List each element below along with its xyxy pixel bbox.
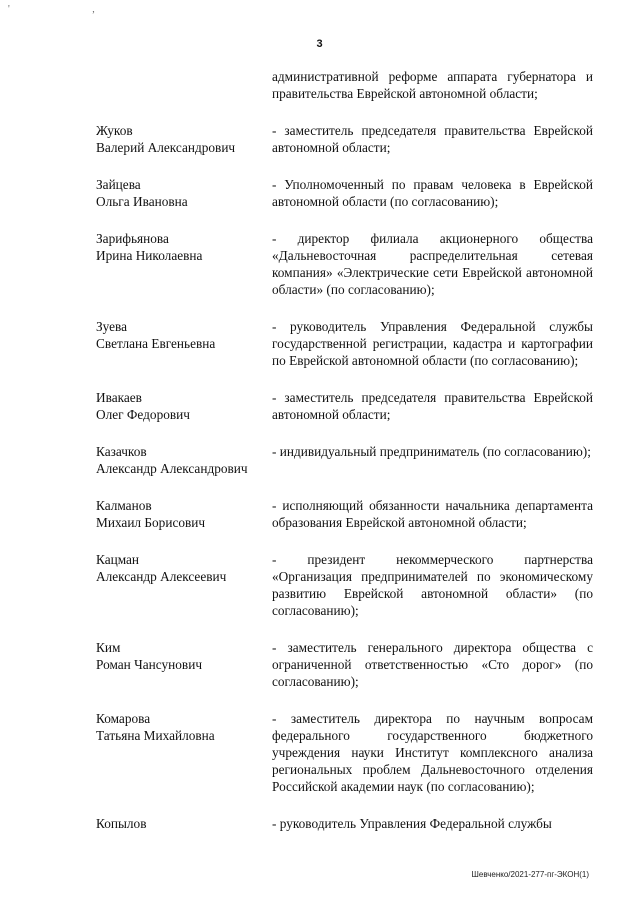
- member-given-names: Татьяна Михайловна: [96, 728, 215, 743]
- list-item: [96, 551, 593, 619]
- member-name: [96, 318, 272, 352]
- member-role: - заместитель директора по научным вопросам федерального государственного бюджетного учреждения науки Институт комплексного анализа региональных проблем Дальневосточного отделения Российской академии наук (по согласованию);: [272, 711, 593, 794]
- member-name: [96, 551, 272, 585]
- members-list: [96, 68, 593, 832]
- member-given-names: Олег Федорович: [96, 407, 190, 422]
- member-given-names: Михаил Борисович: [96, 515, 206, 530]
- member-surname: Зайцева: [96, 177, 141, 192]
- member-role: - директор филиала акционерного общества «Дальневосточная распределительная сетевая компания» «Электрические сети Еврейской автономной области» (по согласованию);: [272, 231, 593, 297]
- member-given-names: Ольга Ивановна: [96, 194, 188, 209]
- member-name: [96, 122, 272, 156]
- member-given-names: Александр Алексеевич: [96, 569, 227, 584]
- member-surname: Жуков: [96, 123, 133, 138]
- list-item: [96, 122, 593, 156]
- member-surname: Ким: [96, 640, 121, 655]
- member-surname: Калманов: [96, 498, 152, 513]
- footer-document-code: Шевченко/2021-277-пг-ЭКОН(1): [471, 870, 589, 879]
- member-surname: Копылов: [96, 816, 147, 831]
- member-name: [96, 815, 272, 832]
- member-given-names: Валерий Александрович: [96, 140, 236, 155]
- page-number: 3: [316, 38, 323, 50]
- member-role: - руководитель Управления Федеральной службы государственной регистрации, кадастра и картографии по Еврейской автономной области (по согласованию);: [272, 319, 593, 368]
- list-item: [96, 389, 593, 423]
- list-item: [96, 230, 593, 298]
- member-given-names: Роман Чансунович: [96, 657, 203, 672]
- member-role: - заместитель председателя правительства Еврейской автономной области;: [272, 123, 593, 155]
- member-name: [96, 497, 272, 531]
- member-name: [96, 639, 272, 673]
- member-given-names: Александр Александрович: [96, 461, 248, 476]
- member-name: [96, 230, 272, 264]
- member-role: - заместитель председателя правительства Еврейской автономной области;: [272, 390, 593, 422]
- scan-marks: ' ,: [8, 4, 135, 15]
- member-role: - Уполномоченный по правам человека в Еврейской автономной области (по согласованию);: [272, 177, 593, 209]
- member-role: - заместитель генерального директора общества с ограниченной ответственностью «Сто дорог» (по согласованию);: [272, 640, 593, 689]
- member-role: - руководитель Управления Федеральной службы: [272, 816, 552, 831]
- list-item: [96, 639, 593, 690]
- list-item: [96, 815, 593, 832]
- list-item: [96, 710, 593, 795]
- list-item: [96, 497, 593, 531]
- member-surname: Казачков: [96, 444, 147, 459]
- member-surname: Зуева: [96, 319, 128, 334]
- member-name: [96, 176, 272, 210]
- list-item: [96, 318, 593, 369]
- member-role: - президент некоммерческого партнерства «Организация предпринимателей по экономическому развитию Еврейской автономной области» (по согласованию);: [272, 552, 593, 618]
- member-given-names: Светлана Евгеньевна: [96, 336, 216, 351]
- member-surname: Кацман: [96, 552, 140, 567]
- member-name: [96, 710, 272, 744]
- continuation-text: административной реформе аппарата губернатора и правительства Еврейской автономной области;: [272, 69, 593, 101]
- list-item: [96, 443, 593, 477]
- member-surname: Зарифьянова: [96, 231, 169, 246]
- member-surname: Ивакаев: [96, 390, 142, 405]
- member-name: [96, 389, 272, 423]
- member-name: [96, 443, 272, 477]
- member-given-names: Ирина Николаевна: [96, 248, 203, 263]
- member-role: - исполняющий обязанности начальника департамента образования Еврейской автономной области;: [272, 498, 593, 530]
- member-surname: Комарова: [96, 711, 151, 726]
- member-role: - индивидуальный предприниматель (по согласованию);: [272, 444, 591, 459]
- list-item: [96, 176, 593, 210]
